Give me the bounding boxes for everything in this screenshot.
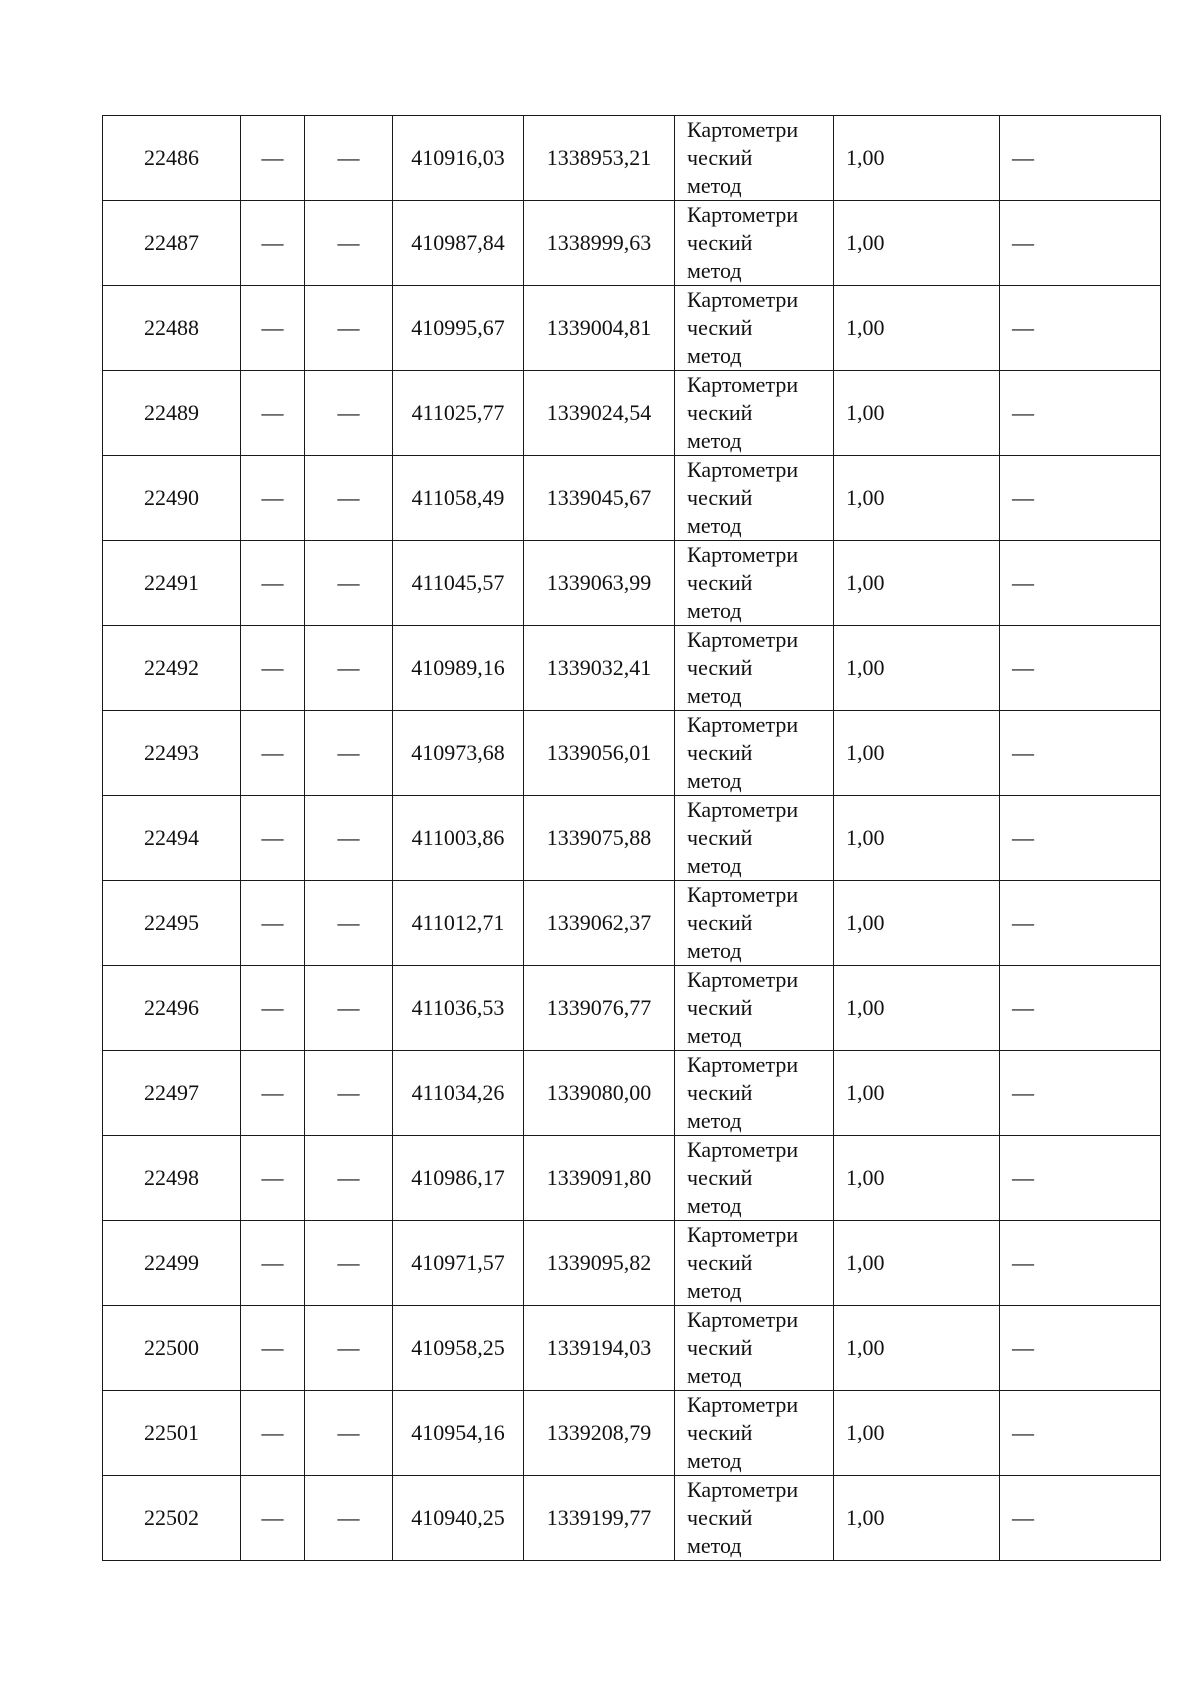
method-text-line: Картометри: [687, 967, 799, 992]
method-text-line: ческий: [687, 230, 753, 255]
point-number-cell: 22500: [103, 1306, 241, 1391]
table-row: [103, 286, 1161, 371]
note-cell: —: [1000, 966, 1161, 1051]
coordinates-table: [102, 115, 1161, 1561]
method-text-line: метод: [687, 598, 742, 623]
method-text-line: метод: [687, 1278, 742, 1303]
accuracy-cell: 1,00: [834, 711, 1000, 796]
coord-x-cell: 410986,17: [393, 1136, 524, 1221]
point-number-cell: 22502: [103, 1476, 241, 1561]
empty-coord-x-cell: —: [241, 541, 305, 626]
coord-y-cell: 1339080,00: [524, 1051, 675, 1136]
empty-coord-y-cell: —: [305, 1221, 393, 1306]
table-row: [103, 1391, 1161, 1476]
method-text-line: Картометри: [687, 117, 799, 142]
method-cell: [675, 626, 834, 711]
coord-x-cell: 410989,16: [393, 626, 524, 711]
method-cell: [675, 711, 834, 796]
method-text-line: Картометри: [687, 542, 799, 567]
method-text-line: ческий: [687, 1420, 753, 1445]
note-cell: —: [1000, 796, 1161, 881]
method-text-line: Картометри: [687, 1307, 799, 1332]
method-text-line: ческий: [687, 1335, 753, 1360]
method-text-line: Картометри: [687, 457, 799, 482]
empty-coord-x-cell: —: [241, 1136, 305, 1221]
note-cell: —: [1000, 456, 1161, 541]
note-cell: —: [1000, 711, 1161, 796]
coord-y-cell: 1339032,41: [524, 626, 675, 711]
method-text-line: ческий: [687, 570, 753, 595]
method-cell: [675, 116, 834, 201]
empty-coord-y-cell: —: [305, 1136, 393, 1221]
empty-coord-y-cell: —: [305, 881, 393, 966]
note-cell: —: [1000, 1306, 1161, 1391]
coord-y-cell: 1339045,67: [524, 456, 675, 541]
method-cell: [675, 456, 834, 541]
coord-y-cell: 1339208,79: [524, 1391, 675, 1476]
method-text-line: ческий: [687, 995, 753, 1020]
accuracy-cell: 1,00: [834, 1051, 1000, 1136]
empty-coord-x-cell: —: [241, 116, 305, 201]
empty-coord-x-cell: —: [241, 371, 305, 456]
accuracy-cell: 1,00: [834, 796, 1000, 881]
coord-x-cell: 411034,26: [393, 1051, 524, 1136]
empty-coord-y-cell: —: [305, 1051, 393, 1136]
coord-y-cell: 1338953,21: [524, 116, 675, 201]
point-number-cell: 22501: [103, 1391, 241, 1476]
method-cell: [675, 1476, 834, 1561]
method-cell: [675, 201, 834, 286]
table-row: [103, 1476, 1161, 1561]
empty-coord-x-cell: —: [241, 1476, 305, 1561]
empty-coord-x-cell: —: [241, 1221, 305, 1306]
coord-y-cell: 1339063,99: [524, 541, 675, 626]
coord-x-cell: 410973,68: [393, 711, 524, 796]
table-row: [103, 1221, 1161, 1306]
empty-coord-y-cell: —: [305, 966, 393, 1051]
note-cell: —: [1000, 541, 1161, 626]
coord-x-cell: 411045,57: [393, 541, 524, 626]
note-cell: —: [1000, 881, 1161, 966]
method-text-line: Картометри: [687, 1052, 799, 1077]
table-row: [103, 116, 1161, 201]
point-number-cell: 22487: [103, 201, 241, 286]
empty-coord-y-cell: —: [305, 626, 393, 711]
accuracy-cell: 1,00: [834, 1136, 1000, 1221]
method-text-line: Картометри: [687, 372, 799, 397]
note-cell: —: [1000, 201, 1161, 286]
empty-coord-x-cell: —: [241, 201, 305, 286]
method-text-line: ческий: [687, 145, 753, 170]
coord-x-cell: 411025,77: [393, 371, 524, 456]
method-cell: [675, 1136, 834, 1221]
method-text-line: метод: [687, 513, 742, 538]
method-text-line: метод: [687, 1363, 742, 1388]
method-text-line: ческий: [687, 1165, 753, 1190]
method-text-line: метод: [687, 1448, 742, 1473]
coord-x-cell: 410995,67: [393, 286, 524, 371]
method-cell: [675, 1306, 834, 1391]
table-row: [103, 1051, 1161, 1136]
method-text-line: метод: [687, 173, 742, 198]
method-text-line: Картометри: [687, 287, 799, 312]
coord-x-cell: 410916,03: [393, 116, 524, 201]
table-row: [103, 626, 1161, 711]
method-cell: [675, 1391, 834, 1476]
method-text-line: ческий: [687, 1505, 753, 1530]
coord-x-cell: 411058,49: [393, 456, 524, 541]
empty-coord-x-cell: —: [241, 1391, 305, 1476]
coord-x-cell: 410940,25: [393, 1476, 524, 1561]
method-text-line: метод: [687, 1023, 742, 1048]
empty-coord-x-cell: —: [241, 626, 305, 711]
method-text-line: Картометри: [687, 627, 799, 652]
point-number-cell: 22493: [103, 711, 241, 796]
method-text-line: Картометри: [687, 797, 799, 822]
point-number-cell: 22495: [103, 881, 241, 966]
method-cell: [675, 881, 834, 966]
coord-x-cell: 411012,71: [393, 881, 524, 966]
point-number-cell: 22488: [103, 286, 241, 371]
empty-coord-y-cell: —: [305, 1391, 393, 1476]
empty-coord-y-cell: —: [305, 116, 393, 201]
method-cell: [675, 286, 834, 371]
method-text-line: метод: [687, 343, 742, 368]
table-row: [103, 371, 1161, 456]
method-text-line: ческий: [687, 485, 753, 510]
point-number-cell: 22490: [103, 456, 241, 541]
table-row: [103, 966, 1161, 1051]
method-text-line: Картометри: [687, 1477, 799, 1502]
method-text-line: ческий: [687, 400, 753, 425]
empty-coord-y-cell: —: [305, 201, 393, 286]
empty-coord-y-cell: —: [305, 541, 393, 626]
method-text-line: ческий: [687, 1080, 753, 1105]
empty-coord-y-cell: —: [305, 371, 393, 456]
method-text-line: ческий: [687, 740, 753, 765]
empty-coord-y-cell: —: [305, 1306, 393, 1391]
coord-y-cell: 1339199,77: [524, 1476, 675, 1561]
method-cell: [675, 371, 834, 456]
accuracy-cell: 1,00: [834, 456, 1000, 541]
empty-coord-y-cell: —: [305, 1476, 393, 1561]
method-text-line: Картометри: [687, 1222, 799, 1247]
empty-coord-y-cell: —: [305, 711, 393, 796]
empty-coord-x-cell: —: [241, 1051, 305, 1136]
accuracy-cell: 1,00: [834, 201, 1000, 286]
accuracy-cell: 1,00: [834, 966, 1000, 1051]
accuracy-cell: 1,00: [834, 1221, 1000, 1306]
method-text-line: ческий: [687, 655, 753, 680]
empty-coord-y-cell: —: [305, 456, 393, 541]
empty-coord-y-cell: —: [305, 286, 393, 371]
coord-y-cell: 1339194,03: [524, 1306, 675, 1391]
coord-y-cell: 1339062,37: [524, 881, 675, 966]
method-text-line: метод: [687, 853, 742, 878]
empty-coord-x-cell: —: [241, 966, 305, 1051]
method-text-line: Картометри: [687, 882, 799, 907]
method-text-line: метод: [687, 1108, 742, 1133]
empty-coord-x-cell: —: [241, 711, 305, 796]
method-text-line: ческий: [687, 315, 753, 340]
empty-coord-y-cell: —: [305, 796, 393, 881]
method-text-line: метод: [687, 1533, 742, 1558]
coord-y-cell: 1339024,54: [524, 371, 675, 456]
note-cell: —: [1000, 1391, 1161, 1476]
coord-y-cell: 1339091,80: [524, 1136, 675, 1221]
method-text-line: метод: [687, 1193, 742, 1218]
coord-x-cell: 411036,53: [393, 966, 524, 1051]
note-cell: —: [1000, 116, 1161, 201]
accuracy-cell: 1,00: [834, 881, 1000, 966]
accuracy-cell: 1,00: [834, 1476, 1000, 1561]
table-row: [103, 1136, 1161, 1221]
empty-coord-x-cell: —: [241, 881, 305, 966]
method-cell: [675, 1221, 834, 1306]
accuracy-cell: 1,00: [834, 1391, 1000, 1476]
method-text-line: метод: [687, 683, 742, 708]
accuracy-cell: 1,00: [834, 626, 1000, 711]
method-text-line: метод: [687, 768, 742, 793]
coord-y-cell: 1339076,77: [524, 966, 675, 1051]
method-text-line: ческий: [687, 825, 753, 850]
coord-y-cell: 1339004,81: [524, 286, 675, 371]
coord-y-cell: 1339095,82: [524, 1221, 675, 1306]
method-text-line: ческий: [687, 910, 753, 935]
table-row: [103, 1306, 1161, 1391]
table-row: [103, 456, 1161, 541]
point-number-cell: 22499: [103, 1221, 241, 1306]
method-text-line: метод: [687, 258, 742, 283]
accuracy-cell: 1,00: [834, 1306, 1000, 1391]
coord-x-cell: 411003,86: [393, 796, 524, 881]
note-cell: —: [1000, 286, 1161, 371]
coord-x-cell: 410971,57: [393, 1221, 524, 1306]
table-row: [103, 201, 1161, 286]
method-cell: [675, 1051, 834, 1136]
point-number-cell: 22497: [103, 1051, 241, 1136]
table-row: [103, 711, 1161, 796]
accuracy-cell: 1,00: [834, 286, 1000, 371]
table-row: [103, 541, 1161, 626]
point-number-cell: 22492: [103, 626, 241, 711]
method-text-line: метод: [687, 428, 742, 453]
point-number-cell: 22494: [103, 796, 241, 881]
empty-coord-x-cell: —: [241, 1306, 305, 1391]
table-row: [103, 796, 1161, 881]
point-number-cell: 22489: [103, 371, 241, 456]
method-cell: [675, 796, 834, 881]
empty-coord-x-cell: —: [241, 286, 305, 371]
note-cell: —: [1000, 1051, 1161, 1136]
coord-y-cell: 1339056,01: [524, 711, 675, 796]
coord-x-cell: 410987,84: [393, 201, 524, 286]
method-text-line: метод: [687, 938, 742, 963]
note-cell: —: [1000, 371, 1161, 456]
method-cell: [675, 541, 834, 626]
point-number-cell: 22486: [103, 116, 241, 201]
note-cell: —: [1000, 1221, 1161, 1306]
accuracy-cell: 1,00: [834, 541, 1000, 626]
accuracy-cell: 1,00: [834, 371, 1000, 456]
coord-y-cell: 1339075,88: [524, 796, 675, 881]
coord-x-cell: 410954,16: [393, 1391, 524, 1476]
accuracy-cell: 1,00: [834, 116, 1000, 201]
table-row: [103, 881, 1161, 966]
method-text-line: Картометри: [687, 712, 799, 737]
note-cell: —: [1000, 626, 1161, 711]
point-number-cell: 22496: [103, 966, 241, 1051]
method-text-line: Картометри: [687, 202, 799, 227]
table-body: [103, 116, 1161, 1561]
point-number-cell: 22491: [103, 541, 241, 626]
method-text-line: ческий: [687, 1250, 753, 1275]
method-cell: [675, 966, 834, 1051]
note-cell: —: [1000, 1136, 1161, 1221]
method-text-line: Картометри: [687, 1392, 799, 1417]
empty-coord-x-cell: —: [241, 796, 305, 881]
empty-coord-x-cell: —: [241, 456, 305, 541]
coord-x-cell: 410958,25: [393, 1306, 524, 1391]
method-text-line: Картометри: [687, 1137, 799, 1162]
note-cell: —: [1000, 1476, 1161, 1561]
coord-y-cell: 1338999,63: [524, 201, 675, 286]
point-number-cell: 22498: [103, 1136, 241, 1221]
